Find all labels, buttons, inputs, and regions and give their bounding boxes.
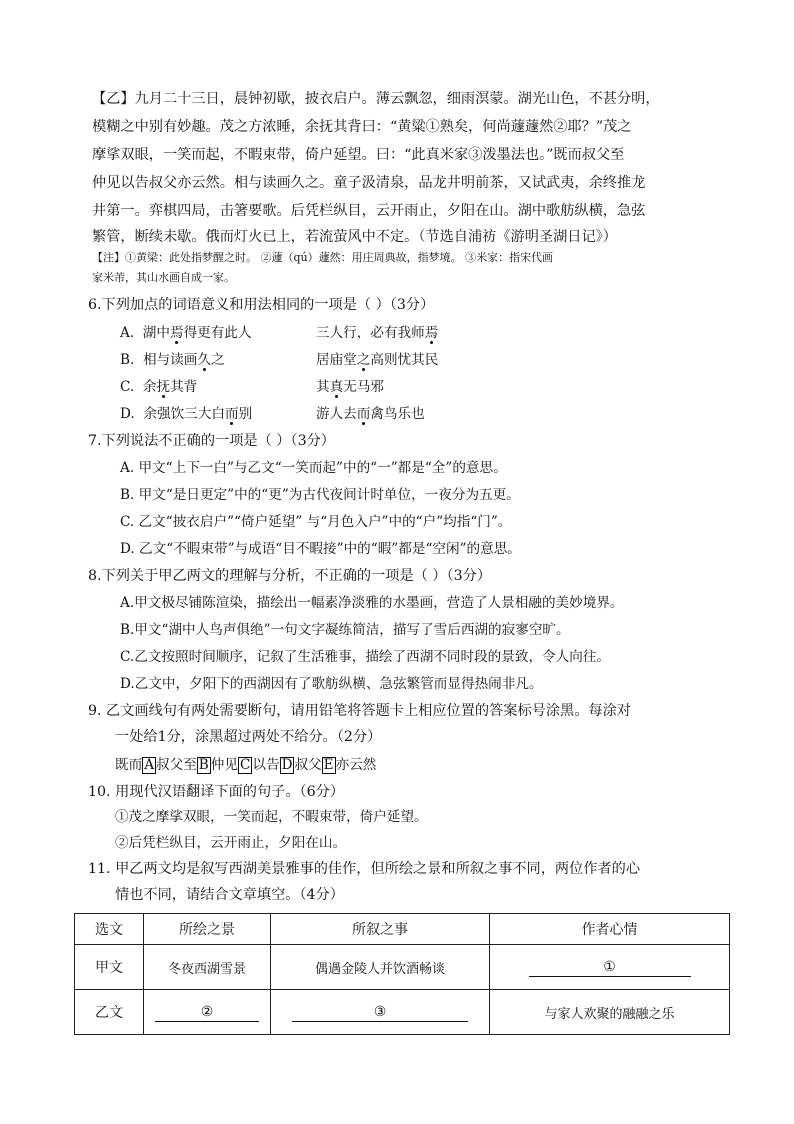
passage-line: 仲见以告叔父亦云然。相与读画久之。童子汲清泉，品龙井明前茶，又试武夷，余终推龙 xyxy=(92,175,646,191)
passage-line: 【乙】九月二十三日，晨钟初歇，披衣启户。薄云飘忽，细雨溟蒙。湖光山色，不甚分明， xyxy=(92,91,660,107)
table-row xyxy=(75,990,730,1035)
passage-line: 井第一。弈棋四局，击箸要歌。后凭栏纵目，云开雨止，夕阳在山。湖中歌舫纵横，急弦 xyxy=(92,203,646,219)
answer-blank-3[interactable]: ③ xyxy=(292,1003,468,1022)
break-option-b[interactable]: B xyxy=(198,757,209,773)
table-header: 所叙之事 xyxy=(271,914,490,945)
break-option-e[interactable]: E xyxy=(323,757,334,773)
table-cell: 与家人欢聚的融融之乐 xyxy=(490,990,730,1035)
table-header: 选文 xyxy=(75,914,144,945)
question-10-item: ②后凭栏纵目，云开雨止，夕阳在山。 xyxy=(115,835,347,851)
table-cell xyxy=(271,990,490,1035)
break-option-d[interactable]: D xyxy=(281,757,293,773)
question-8-option-c: C.乙文按照时间顺序，记叙了生活雅事，描绘了西湖不同时段的景致，令人向往。 xyxy=(120,649,611,665)
question-8-option-d: D.乙文中，夕阳下的西湖因有了歌舫纵横、急弦繁管而显得热闹非凡。 xyxy=(120,676,543,692)
exam-page: 【乙】九月二十三日，晨钟初歇，披衣启户。薄云飘忽，细雨溟蒙。湖光山色，不甚分明， 模糊之中别有妙趣。茂之方浓睡，余抚其背曰：“黄粱①熟矣，何尚蘧蘧然②耶？”茂之 摩挲双眼，一笑而起，不暇束带，倚户延望。曰：“此真米家③泼墨法也。”既而叔父至 仲见以告叔父亦云然。相与读画久之。童子汲清泉，品龙井明前茶，又试武夷，余终推龙 井第一。弈棋四局，击箸要歌。后凭栏纵目，云开雨止，夕阳在山。湖中歌舫纵横，急弦 繁管，断续未歇。俄而灯火已上，若流萤风中不定。（节选自浦祊《游明圣湖日记》） 【注】①黄梁：此处指梦醒之时。 ②蘧（qú）蘧然：用庄周典故，指梦境。 ③米家：指宋代画 家米芾，其山水画自成一家。 6.下列加点的词语意义和用法相同的一项是（ ）（3分） A. 湖中焉得更有此人 三人行，必有我师焉 B. 相与读画久之 居庙堂之高则忧其民 C. 余抚其背 其真无马邪 D. 余强饮三大白而别 游人去而禽鸟乐也 7.下列说法不正确的一项是（ ）（3分） A. 甲文“上下一白”与乙文“一笑而起”中的“一”都是“全”的意思。 B. 甲文“是日更定”中的“更”为古代夜间计时单位，一夜分为五更。 C. 乙文“披衣启户”“倚户延望” 与“月色入户”中的“户”均指“门”。 D. 乙文“不暇束带”与成语“目不暇接”中的“暇”都是“空闲”的意思。 8.下列关于甲乙两文的理解与分析，不正确的一项是（ ）（3分） A.甲文极尽铺陈渲染，描绘出一幅素净淡雅的水墨画，营造了人景相融的美妙境界。 B.甲文“湖中人鸟声俱绝”一句文字凝练简洁，描写了雪后西湖的寂寥空旷。 C.乙文按照时间顺序，记叙了生活雅事，描绘了西湖不同时段的景致，令人向往。 D.乙文中，夕阳下的西湖因有了歌舫纵横、急弦繁管而显得热闹非凡。 9. 乙文画线句有两处需要断句，请用铅笔将答题卡上相应位置的答案标号涂黑。每涂对 一处给1分，涂黑超过两处不给分。（2分） 既而 A 叔父至 B 仲见 C 以告 D 叔父 E 亦云然 10. 用现代汉语翻译下面的句子。（6分） ①茂之摩挲双眼，一笑而起，不暇束带，倚户延望。 ②后凭栏纵目，云开雨止，夕阳在山。 11. 甲乙两文均是叙写西湖美景雅事的佳作，但所绘之景和所叙之事不同，两位作者的心 情也不同，请结合文章填空。（4分） 选文 所绘之景 所叙之事 作者心情 甲文 冬夜西湖雪景 偶遇金陵人并饮酒畅谈 ① 乙文 ② ③ 与家人欢聚的融融之乐 xyxy=(0,0,794,1124)
break-option-c[interactable]: C xyxy=(239,757,251,773)
question-6-stem: 6.下列加点的词语意义和用法相同的一项是（ ）（3分） xyxy=(88,297,435,313)
passage-note: 家米芾，其山水画自成一家。 xyxy=(92,271,235,284)
question-7-option-b: B. 甲文“是日更定”中的“更”为古代夜间计时单位，一夜分为五更。 xyxy=(120,487,520,503)
table-header: 所绘之景 xyxy=(144,914,271,945)
table-cell: 乙文 xyxy=(75,990,144,1035)
question-8-option-a: A.甲文极尽铺陈渲染，描绘出一幅素净淡雅的水墨画，营造了人景相融的美妙境界。 xyxy=(120,595,624,611)
table-cell xyxy=(490,945,730,990)
table-cell: 冬夜西湖雪景 xyxy=(144,945,271,990)
question-11-table xyxy=(74,913,730,1035)
table-row xyxy=(75,945,730,990)
passage-note: 【注】①黄梁：此处指梦醒之时。 ②蘧（qú）蘧然：用庄周典故，指梦境。 ③米家：指宋代画 xyxy=(92,251,554,264)
passage-line: 繁管，断续未歇。俄而灯火已上，若流萤风中不定。（节选自浦祊《游明圣湖日记》） xyxy=(92,229,617,245)
passage-line: 模糊之中别有妙趣。茂之方浓睡，余抚其背曰：“黄粱①熟矣，何尚蘧蘧然②耶？”茂之 xyxy=(92,119,632,135)
table-header: 作者心情 xyxy=(490,914,730,945)
question-7-stem: 7.下列说法不正确的一项是（ ）（3分） xyxy=(88,433,335,449)
table-cell: 甲文 xyxy=(75,945,144,990)
question-9-stem-cont: 一处给1分，涂黑超过两处不给分。（2分） xyxy=(115,729,382,745)
table-cell xyxy=(144,990,271,1035)
answer-blank-2[interactable]: ② xyxy=(155,1003,259,1022)
table-cell: 偶遇金陵人并饮酒畅谈 xyxy=(271,945,490,990)
question-9-stem: 9. 乙文画线句有两处需要断句，请用铅笔将答题卡上相应位置的答案标号涂黑。每涂对 xyxy=(88,703,631,719)
answer-blank-1[interactable]: ① xyxy=(529,958,691,977)
break-option-a[interactable]: A xyxy=(144,757,155,773)
question-10-item: ①茂之摩挲双眼，一笑而起，不暇束带，倚户延望。 xyxy=(115,809,428,825)
table-header-row xyxy=(75,914,730,945)
question-7-option-c: C. 乙文“披衣启户”“倚户延望” 与“月色入户”中的“户”均指“门”。 xyxy=(120,514,512,530)
question-11-stem-cont: 情也不同，请结合文章填空。（4分） xyxy=(115,887,344,903)
question-10-stem: 10. 用现代汉语翻译下面的句子。（6分） xyxy=(88,784,345,800)
question-7-option-d: D. 乙文“不暇束带”与成语“目不暇接”中的“暇”都是“空闲”的意思。 xyxy=(120,541,521,557)
question-8-stem: 8.下列关于甲乙两文的理解与分析，不正确的一项是（ ）（3分） xyxy=(88,568,492,584)
question-8-option-b: B.甲文“湖中人鸟声俱绝”一句文字凝练简洁，描写了雪后西湖的寂寥空旷。 xyxy=(120,622,570,638)
question-11-stem: 11. 甲乙两文均是叙写西湖美景雅事的佳作，但所绘之景和所叙之事不同，两位作者的心 xyxy=(88,861,641,877)
question-9-sentence: 既而 A 叔父至 B 仲见 C 以告 D 叔父 E 亦云然 xyxy=(115,757,377,773)
passage-line: 摩挲双眼，一笑而起，不暇束带，倚户延望。曰：“此真米家③泼墨法也。”既而叔父至 xyxy=(92,147,625,163)
question-7-option-a: A. 甲文“上下一白”与乙文“一笑而起”中的“一”都是“全”的意思。 xyxy=(120,460,507,476)
